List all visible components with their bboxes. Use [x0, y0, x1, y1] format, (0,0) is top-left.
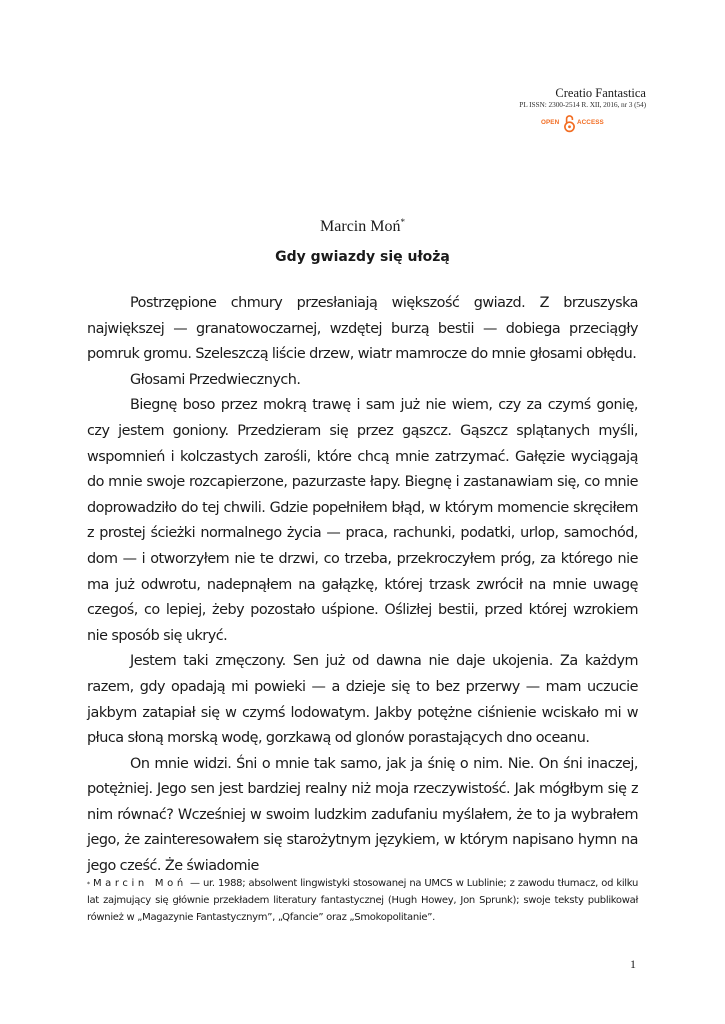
- author-name: Marcin Moń: [320, 218, 401, 235]
- page-number: 1: [630, 957, 636, 971]
- footnote: [87, 876, 638, 926]
- article-body: [87, 291, 638, 880]
- author-footnote-mark: *: [400, 217, 405, 227]
- paragraph: On mnie widzi. Śni o mnie tak samo, jak ja śnię o nim. Nie. On śni inaczej, potężniej. Jego sen jest bardziej realny niż moja rzeczywistość. Jak mógłbym się z nim równać? Wcześniej w swoim ludzkim zadufaniu myślałem, że to ja wybrałem jego, że zainteresowałem się starożytnym językiem, w którym napisano hymn na jego cześć. Że świadomie: [87, 755, 638, 875]
- footnote-text: — ur. 1988; absolwent lingwistyki stosowanej na UMCS w Lublinie; z zawodu tłumacz, od kilku lat zajmujący się głównie przekładem literatury fantastycznej (Hugh Howey, Jon Sprunk); swoje teksty publikował również w „Magazynie Fantastycznym”, „Qfancie” oraz „Smokopolitanie”.: [87, 878, 639, 923]
- paragraph: Jestem taki zmęczony. Sen już od dawna nie daje ukojenia. Za każdym razem, gdy opadają mi powieki — a dzieje się to bez przerwy — mam uczucie jakbym zatapiał się w czymś lodowatym. Jakby potężne ciśnienie wciskało mi w płuca słoną morską wodę, gorzkawą od glonów porastających dno oceanu.: [87, 653, 638, 747]
- footnote-author-name: Marcin Moń: [92, 878, 187, 889]
- author-line: [0, 218, 725, 236]
- paragraph: Głosami Przedwiecznych.: [130, 371, 301, 388]
- journal-issn: PL ISSN: 2300-2514 R. XII, 2016, nr 3 (54): [519, 100, 646, 109]
- journal-header: [519, 86, 646, 110]
- open-lock-icon: [564, 114, 575, 133]
- journal-title: Creatio Fantastica: [555, 86, 646, 100]
- open-access-label-open: OPEN: [541, 119, 560, 126]
- footnote-mark: *: [87, 881, 90, 888]
- article-title: Gdy gwiazdy się ułożą: [275, 249, 450, 265]
- paragraph: Postrzępione chmury przesłaniają większość gwiazd. Z brzuszyska największej — granatowoczarnej, wzdętej burzą bestii — dobiega przeciągły pomruk gromu. Szeleszczą liście drzew, wiatr mamrocze do mnie głosami obłędu.: [87, 295, 638, 363]
- open-access-badge: [541, 114, 611, 136]
- open-access-label-access: ACCESS: [577, 119, 604, 126]
- paragraph: Biegnę boso przez mokrą trawę i sam już nie wiem, czy za czymś gonię, czy jestem goniony. Przedzieram się przez gąszcz. Gąszcz splątanych myśli, wspomnień i kolczastych zarośli, które chcą mnie zatrzymać. Gałęzie wyciągają do mnie swoje rozcapierzone, pazurzaste łapy. Biegnę i zastanawiam się, co mnie doprowadziło do tej chwili. Gdzie popełniłem błąd, w którym momencie skręciłem z prostej ścieżki normalnego życia — praca, rachunki, podatki, urlop, samochód, dom — i otworzyłem nie te drzwi, co trzeba, przekroczyłem próg, za którego nie ma już odwrotu, nadepnąłem na gałązkę, której trzask zwrócił na mnie uwagę czegoś, co lepiej, żeby pozostało uśpione. Oślizłej bestii, przed której wzrokiem nie sposób się ukryć.: [87, 397, 638, 644]
